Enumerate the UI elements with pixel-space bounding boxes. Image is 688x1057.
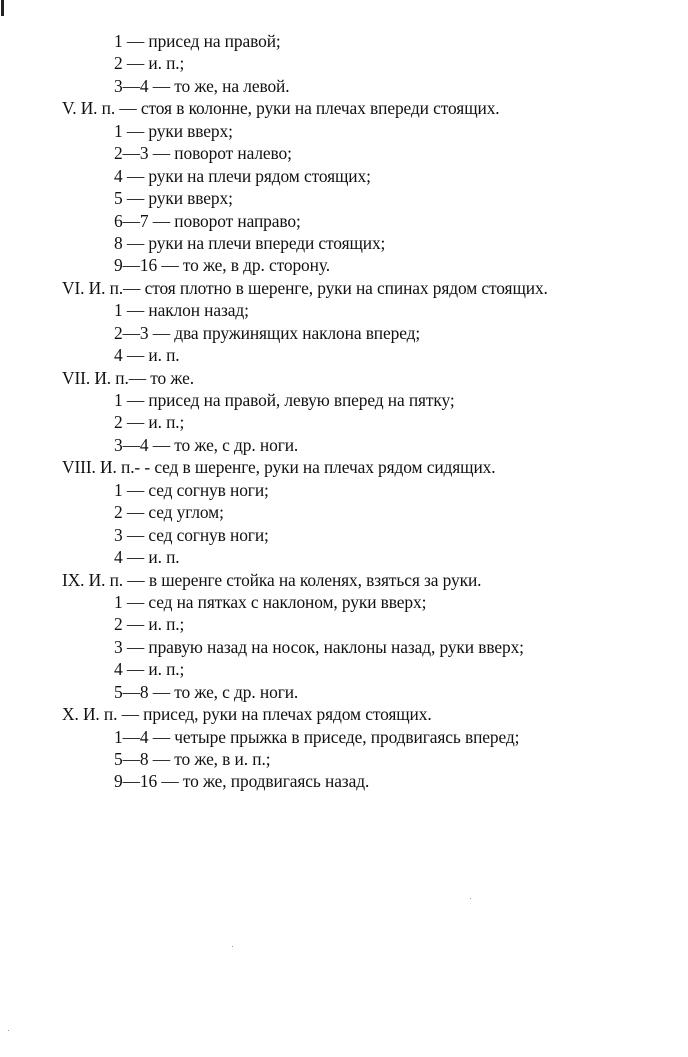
exercise-heading: VIII. И. п.- - сед в шеренге, руки на плечах рядом сидящих. — [62, 457, 496, 478]
exercise-step: 4 — и. п. — [114, 345, 180, 366]
exercise-step: 1 — наклон назад; — [114, 300, 249, 321]
exercise-heading: VI. И. п.— стоя плотно в шеренге, руки на спинах рядом стоящих. — [62, 277, 548, 298]
exercise-heading: VII. И. п.— то же. — [62, 367, 194, 388]
exercise-step: 8 — руки на плечи впереди стоящих; — [114, 232, 386, 253]
exercise-step: 4 — руки на плечи рядом стоящих; — [114, 165, 371, 186]
exercise-step: 1 — присед на правой, левую вперед на пятку; — [114, 390, 455, 410]
exercise-step: 5 — руки вверх; — [114, 188, 233, 209]
scan-speck — [8, 1030, 9, 1031]
scan-speck — [232, 946, 233, 947]
exercise-list — [0, 30, 688, 793]
exercise-step: 1 — сед на пятках с наклоном, руки вверх; — [114, 591, 427, 612]
exercise-step: 1 — присед на правой; — [114, 31, 281, 51]
exercise-step: 9—16 — то же, в др. сторону. — [114, 255, 330, 276]
exercise-step: 3 — сед согнув ноги; — [114, 524, 269, 545]
scan-speck — [470, 898, 471, 899]
exercise-step: 3 — правую назад на носок, наклоны назад, руки вверх; — [114, 636, 524, 657]
exercise-step: 1 — руки вверх; — [114, 120, 233, 141]
exercise-step: 1—4 — четыре прыжка в приседе, продвигаясь вперед; — [114, 726, 520, 747]
exercise-step: 2—3 — поворот налево; — [114, 143, 292, 164]
exercise-step: 4 — и. п.; — [114, 659, 185, 680]
scan-edge-mark — [1, 0, 4, 16]
exercise-step: 6—7 — поворот направо; — [114, 210, 301, 231]
exercise-step: 2 — и. п.; — [114, 412, 185, 433]
exercise-heading: X. И. п. — присед, руки на плечах рядом стоящих. — [62, 704, 432, 725]
exercise-step: 3—4 — то же, на левой. — [114, 75, 290, 96]
exercise-step: 2 — и. п.; — [114, 614, 185, 635]
exercise-heading: V. И. п. — стоя в колонне, руки на плечах впереди стоящих. — [62, 98, 500, 119]
exercise-step: 1 — сед согнув ноги; — [114, 479, 269, 500]
exercise-step: 2—3 — два пружинящих наклона вперед; — [114, 322, 421, 343]
exercise-step: 3—4 — то же, с др. ноги. — [114, 434, 299, 455]
exercise-heading: IX. И. п. — в шеренге стойка на коленях, взяться за руки. — [62, 569, 482, 590]
exercise-step: 4 — и. п. — [114, 547, 180, 568]
exercise-step: 2 — и. п.; — [114, 53, 185, 74]
exercise-step: 5—8 — то же, с др. ноги. — [114, 681, 299, 702]
exercise-step: 5—8 — то же, в и. п.; — [114, 749, 271, 769]
exercise-step: 2 — сед углом; — [114, 502, 224, 523]
exercise-step: 9—16 — то же, продвигаясь назад. — [114, 771, 370, 792]
